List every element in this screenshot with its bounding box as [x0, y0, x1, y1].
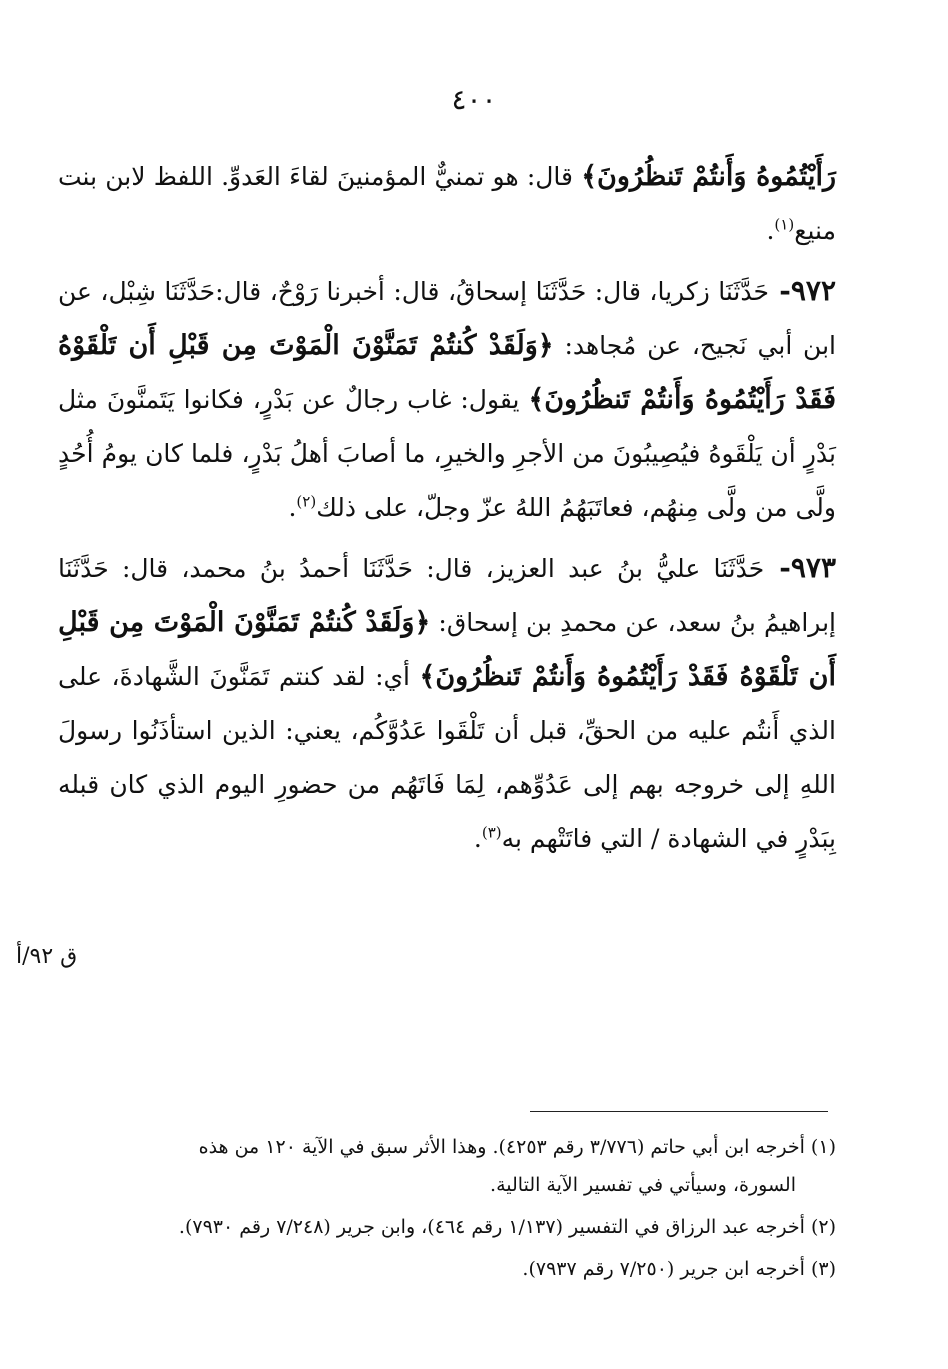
quran-quote: ﴿وَلَقَدْ كُنتُمْ تَمَنَّوْنَ الْمَوْتَ مِن قَبْلِ أَن تَلْقَوْهُ فَقَدْ رَأَيْتُمُوهُ وَأَنتُمْ تَنظُرُونَ﴾ [58, 330, 836, 415]
paragraph-text: حَدَّثَنَا عليُّ بنُ عبد العزيز، قال: حَدَّثَنَا أحمدُ بنُ محمد، قال: حَدَّثَنَا إبراهيمُ بنُ سعد، عن محمدِ بن إسحاق: [58, 554, 836, 637]
entry-number: ٩٧٢ [790, 274, 836, 307]
footnote-1 [58, 1128, 836, 1204]
footnote-text-continued: السورة، وسيأتي في تفسير الآية التالية. [490, 1174, 796, 1196]
footnote-2 [58, 1208, 836, 1246]
footnote-marker: (١) [774, 215, 795, 234]
paragraph-text: يقول: غاب رجالٌ عن بَدْرٍ، فكانوا يَتَمنَّونَ مثل بَدْرٍ أن يَلْقَوهُ فيُصِيبُونَ من الأجرِ والخيرِ، ما أصابَ أهلُ بَدْرٍ، فلما كان يومُ أُحُدٍ ولَّى من ولَّى مِنهُم، فعاتَبَهُمُ اللهُ عزّ وجلّ، على ذلك [58, 385, 836, 522]
page-number: ٤٠٠ [451, 83, 497, 116]
paragraph-972 [58, 264, 836, 535]
footnote-text: (١) أخرجه ابن أبي حاتم (٣/٧٧٦ رقم ٤٢٥٣). وهذا الأثر سبق في الآية ١٢٠ من هذه [198, 1136, 836, 1158]
footnote-text: (٣) أخرجه ابن جرير (٧/٢٥٠ رقم ٧٩٣٧). [522, 1258, 836, 1280]
paragraph-end: . [288, 493, 297, 522]
footnote-3 [58, 1250, 836, 1288]
footnote-text: (٢) أخرجه عبد الرزاق في التفسير (١/١٣٧ رقم ٤٦٤)، وابن جرير (٧/٢٤٨ رقم ٧٩٣٠). [178, 1216, 836, 1238]
footnote-divider [530, 1111, 828, 1112]
footnote-marker: (٣) [481, 823, 502, 842]
entry-dash: - [764, 551, 791, 584]
manuscript-folio-note: ق ٩٢/أ [16, 944, 78, 969]
footnote-marker: (٢) [296, 492, 317, 511]
footnotes [58, 1128, 836, 1292]
paragraph-continuation [58, 150, 836, 258]
entry-dash: - [768, 274, 791, 307]
paragraph-end: . [766, 216, 775, 245]
quran-quote: رَأَيْتُمُوهُ وَأَنتُمْ تَنظُرُونَ﴾ [581, 161, 836, 192]
paragraph-text: أي: لقد كنتم تَمَنَّونَ الشَّهادةَ، على الذي أَنتُم عليه من الحقِّ، قبل أن تَلْقَوا عَدُوَّكُم، يعني: الذين استأذَنُوا رسولَ اللهِ إلى خروجه بهم إلى عَدُوِّهم، لِمَا فَاتَهُم من حضورِ اليوم الذي كان قبله بِبَدْرٍ في الشهادة / التي فاتَتْهم به [58, 662, 836, 853]
paragraph-text: قال: هو تمنيٌّ المؤمنينَ لقاءَ العَدوِّ. اللفظ لابن بنت منيع [58, 162, 836, 245]
entry-number: ٩٧٣ [790, 551, 836, 584]
paragraph-973 [58, 541, 836, 866]
main-text [58, 150, 836, 872]
quran-quote: ﴿وَلَقَدْ كُنتُمْ تَمَنَّوْنَ الْمَوْتَ مِن قَبْلِ أَن تَلْقَوْهُ فَقَدْ رَأَيْتُمُوهُ وَأَنتُمْ تَنظُرُونَ﴾ [58, 607, 836, 692]
paragraph-text: حَدَّثَنَا زكريا، قال: حَدَّثَنَا إسحاقُ، قال: أخبرنا رَوْحٌ، قال:حَدَّثَنَا شِبْل، عن ابن أبي نَجيح، عن مُجاهد: [58, 277, 836, 360]
paragraph-end: . [473, 824, 482, 853]
